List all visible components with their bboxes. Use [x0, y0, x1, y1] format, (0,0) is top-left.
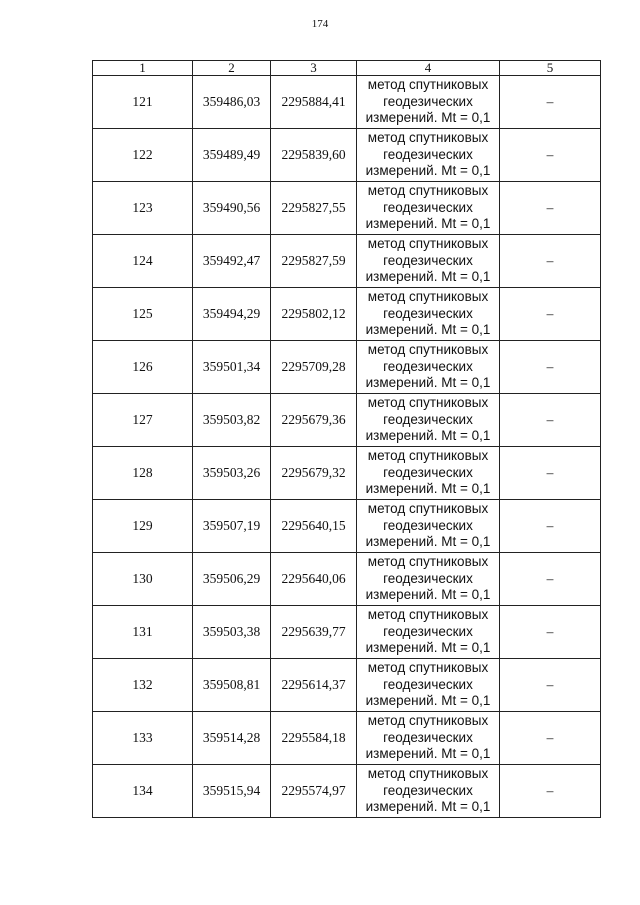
method-cell [357, 553, 500, 606]
method-line: геодезических [383, 93, 473, 109]
method-line: метод спутниковых [367, 713, 489, 729]
y-coordinate-cell: 2295640,06 [271, 553, 357, 606]
method-line: геодезических [383, 199, 473, 215]
x-coordinate-cell: 359508,81 [193, 659, 271, 712]
method-line: измерений. Mt = 0,1 [365, 640, 491, 656]
x-coordinate-cell: 359503,82 [193, 394, 271, 447]
method-line: метод спутниковых [367, 395, 489, 411]
method-cell [357, 765, 500, 818]
method-line: измерений. Mt = 0,1 [365, 216, 491, 232]
table-row [93, 129, 601, 182]
x-coordinate-cell: 359507,19 [193, 500, 271, 553]
method-cell [357, 606, 500, 659]
y-coordinate-cell: 2295679,32 [271, 447, 357, 500]
table-row [93, 606, 601, 659]
y-coordinate-cell: 2295827,59 [271, 235, 357, 288]
point-number-cell: 133 [93, 712, 193, 765]
note-cell: – [500, 129, 601, 182]
point-number-cell: 134 [93, 765, 193, 818]
page-number: 174 [311, 18, 329, 30]
point-number-cell: 127 [93, 394, 193, 447]
y-coordinate-cell: 2295679,36 [271, 394, 357, 447]
method-cell [357, 659, 500, 712]
method-cell [357, 76, 500, 129]
header-col-5: 5 [500, 61, 601, 76]
method-line: геодезических [383, 252, 473, 268]
table-row [93, 447, 601, 500]
method-line: метод спутниковых [367, 766, 489, 782]
note-cell: – [500, 500, 601, 553]
method-line: измерений. Mt = 0,1 [365, 481, 491, 497]
x-coordinate-cell: 359501,34 [193, 341, 271, 394]
method-line: геодезических [383, 517, 473, 533]
table-body [93, 76, 601, 818]
point-number-cell: 132 [93, 659, 193, 712]
note-cell: – [500, 76, 601, 129]
x-coordinate-cell: 359490,56 [193, 182, 271, 235]
y-coordinate-cell: 2295839,60 [271, 129, 357, 182]
header-col-2: 2 [193, 61, 271, 76]
method-line: измерений. Mt = 0,1 [365, 746, 491, 762]
point-number-cell: 123 [93, 182, 193, 235]
point-number-cell: 121 [93, 76, 193, 129]
note-cell: – [500, 182, 601, 235]
note-cell: – [500, 235, 601, 288]
x-coordinate-cell: 359514,28 [193, 712, 271, 765]
point-number-cell: 126 [93, 341, 193, 394]
x-coordinate-cell: 359494,29 [193, 288, 271, 341]
method-cell [357, 394, 500, 447]
method-line: измерений. Mt = 0,1 [365, 534, 491, 550]
x-coordinate-cell: 359489,49 [193, 129, 271, 182]
method-line: геодезических [383, 570, 473, 586]
method-line: геодезических [383, 729, 473, 745]
y-coordinate-cell: 2295614,37 [271, 659, 357, 712]
method-line: измерений. Mt = 0,1 [365, 693, 491, 709]
method-line: метод спутниковых [367, 77, 489, 93]
table-row [93, 500, 601, 553]
method-line: метод спутниковых [367, 130, 489, 146]
y-coordinate-cell: 2295709,28 [271, 341, 357, 394]
method-cell [357, 182, 500, 235]
table-row [93, 712, 601, 765]
header-row [93, 61, 601, 76]
x-coordinate-cell: 359503,26 [193, 447, 271, 500]
method-line: измерений. Mt = 0,1 [365, 375, 491, 391]
point-number-cell: 128 [93, 447, 193, 500]
method-line: геодезических [383, 782, 473, 798]
point-number-cell: 130 [93, 553, 193, 606]
table-row [93, 659, 601, 712]
header-col-3: 3 [271, 61, 357, 76]
y-coordinate-cell: 2295802,12 [271, 288, 357, 341]
y-coordinate-cell: 2295574,97 [271, 765, 357, 818]
method-line: геодезических [383, 411, 473, 427]
method-line: метод спутниковых [367, 236, 489, 252]
table-row [93, 765, 601, 818]
point-number-cell: 124 [93, 235, 193, 288]
method-line: геодезических [383, 464, 473, 480]
method-cell [357, 447, 500, 500]
method-line: измерений. Mt = 0,1 [365, 269, 491, 285]
note-cell: – [500, 765, 601, 818]
method-line: метод спутниковых [367, 554, 489, 570]
table-row [93, 182, 601, 235]
y-coordinate-cell: 2295639,77 [271, 606, 357, 659]
method-line: измерений. Mt = 0,1 [365, 322, 491, 338]
x-coordinate-cell: 359492,47 [193, 235, 271, 288]
method-line: измерений. Mt = 0,1 [365, 110, 491, 126]
method-line: геодезических [383, 305, 473, 321]
method-line: метод спутниковых [367, 448, 489, 464]
point-number-cell: 122 [93, 129, 193, 182]
table-row [93, 553, 601, 606]
x-coordinate-cell: 359486,03 [193, 76, 271, 129]
y-coordinate-cell: 2295827,55 [271, 182, 357, 235]
method-line: измерений. Mt = 0,1 [365, 799, 491, 815]
method-cell [357, 712, 500, 765]
table-row [93, 394, 601, 447]
table-row [93, 235, 601, 288]
method-cell [357, 341, 500, 394]
note-cell: – [500, 447, 601, 500]
table-row [93, 341, 601, 394]
y-coordinate-cell: 2295584,18 [271, 712, 357, 765]
point-number-cell: 129 [93, 500, 193, 553]
table-row [93, 288, 601, 341]
note-cell: – [500, 606, 601, 659]
method-cell [357, 288, 500, 341]
header-col-1: 1 [93, 61, 193, 76]
method-line: геодезических [383, 146, 473, 162]
note-cell: – [500, 553, 601, 606]
note-cell: – [500, 341, 601, 394]
method-line: метод спутниковых [367, 501, 489, 517]
point-number-cell: 125 [93, 288, 193, 341]
method-line: метод спутниковых [367, 342, 489, 358]
coordinates-table [92, 60, 601, 818]
note-cell: – [500, 659, 601, 712]
method-line: геодезических [383, 358, 473, 374]
method-line: метод спутниковых [367, 289, 489, 305]
note-cell: – [500, 712, 601, 765]
method-line: метод спутниковых [367, 660, 489, 676]
y-coordinate-cell: 2295884,41 [271, 76, 357, 129]
method-line: измерений. Mt = 0,1 [365, 163, 491, 179]
method-cell [357, 500, 500, 553]
method-line: геодезических [383, 676, 473, 692]
header-col-4: 4 [357, 61, 500, 76]
method-cell [357, 235, 500, 288]
method-line: геодезических [383, 623, 473, 639]
note-cell: – [500, 288, 601, 341]
method-line: измерений. Mt = 0,1 [365, 428, 491, 444]
x-coordinate-cell: 359515,94 [193, 765, 271, 818]
point-number-cell: 131 [93, 606, 193, 659]
note-cell: – [500, 394, 601, 447]
method-line: метод спутниковых [367, 183, 489, 199]
method-line: метод спутниковых [367, 607, 489, 623]
x-coordinate-cell: 359503,38 [193, 606, 271, 659]
table-row [93, 76, 601, 129]
x-coordinate-cell: 359506,29 [193, 553, 271, 606]
method-line: измерений. Mt = 0,1 [365, 587, 491, 603]
y-coordinate-cell: 2295640,15 [271, 500, 357, 553]
method-cell [357, 129, 500, 182]
